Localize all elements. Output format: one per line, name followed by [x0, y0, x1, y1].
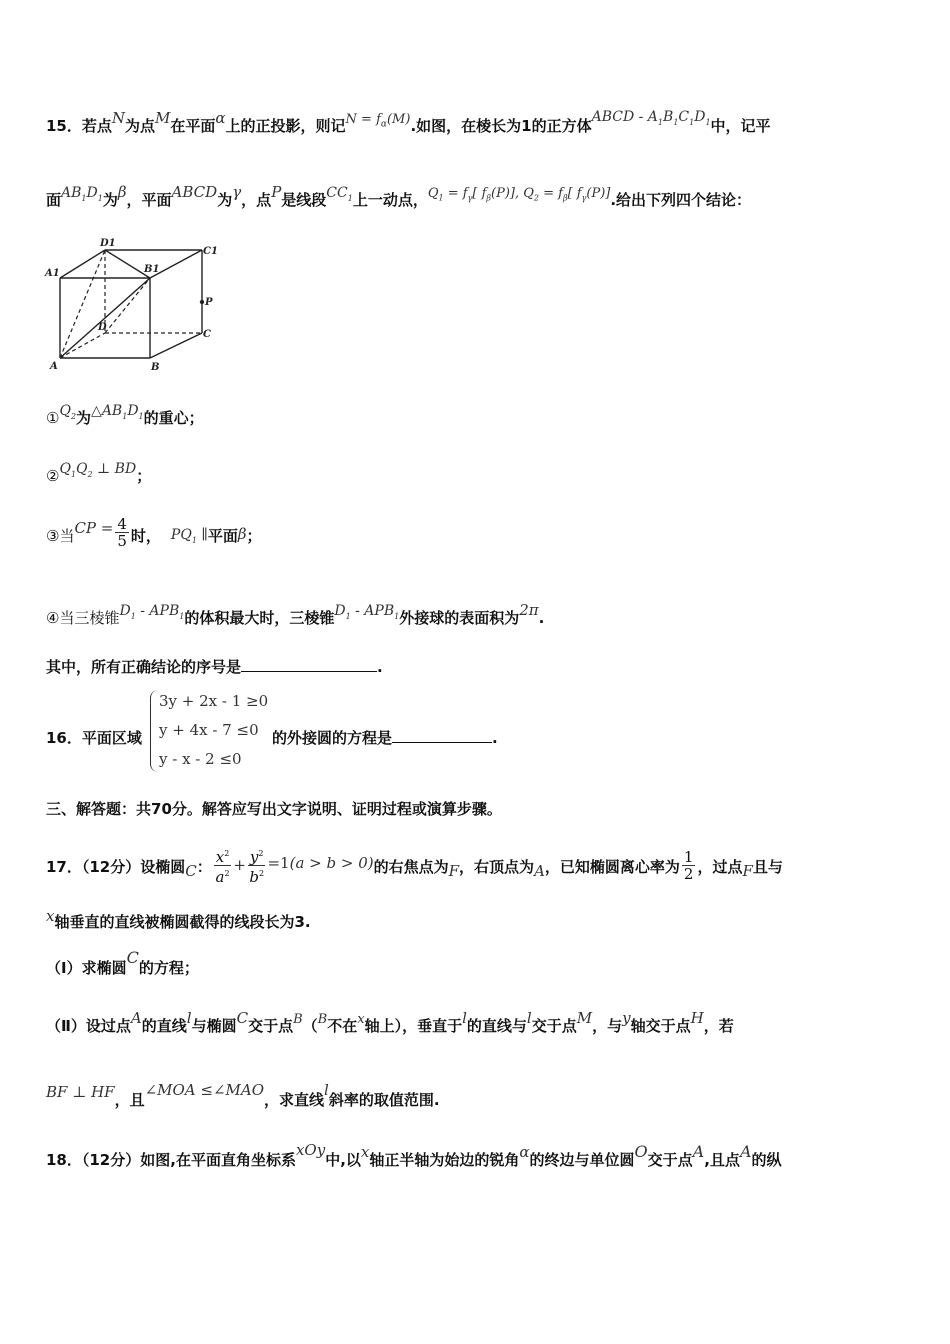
cube-figure [40, 236, 225, 376]
q17-part2-cont: BF ⊥ HF，且∠MOA ≤∠MAO，求直线l斜率的取值范围. [46, 1081, 440, 1109]
q15-line2: 面$AB_1D_1$为β，平面ABCD为γ，点P是线段$CC_1$上一动点，$Q_1 = f_\gamma$[ $f_\beta(P)$], $Q_2 = f_\beta$[ $f_\gamma(P)$].给出下列四个结论： [46, 183, 752, 209]
q16-inequality-system: 3y + 2x - 1 ≥0 y + 4x - 7 ≤0 y - x - 2 ≤0 [150, 690, 269, 772]
conclusion-1: $①Q_2$为$\triangle AB_1D_1$的重心； [46, 403, 204, 427]
label-A1: A1 [45, 268, 60, 279]
label-B1: B1 [144, 264, 160, 275]
answer-blank-15[interactable] [241, 657, 377, 672]
fraction-x2-a2: $\frac{x^2}{a^2}$ [215, 848, 230, 886]
conclusion-3: ③当CP = $\frac{4}{5}$ 时， $PQ_1$ ∥平面β； [46, 515, 262, 550]
conclusion-4: ④当三棱锥$D_1 - APB_1$的体积最大时，三棱锥$D_1 - APB_1$外接球的表面积为2π. [46, 601, 545, 627]
label-C: C [203, 329, 211, 340]
answer-blank-16[interactable] [392, 728, 492, 743]
q17-line1: 17．（12分）设椭圆C： $\frac{x^2}{a^2}$ + $\frac{y^2}{b^2}$ =1(a > b > 0)的右焦点为F，右顶点为A，已知椭圆离心率为 $\frac{1}{2}$ ，过点F且与 [46, 848, 783, 886]
label-D1: D1 [100, 238, 116, 249]
fraction-y2-b2: $\frac{y^2}{b^2}$ [249, 848, 265, 886]
fraction-4-5: $\frac{4}{5}$ [117, 515, 127, 550]
q17-line2: x轴垂直的直线被椭圆截得的线段长为3. [46, 907, 311, 931]
q18-line1: 18．（12分）如图,在平面直角坐标系xOy中,以x轴正半轴为始边的锐角α的终边与单位圆O交于点A,且点A的纵 [46, 1141, 782, 1169]
q16-tail: 的外接圆的方程是 . [272, 729, 498, 747]
label-D: D [98, 322, 107, 333]
section-3-header: 三、解答题：共70分。解答应写出文字说明、证明过程或演算步骤。 [46, 800, 502, 818]
q15-ask: 其中，所有正确结论的序号是 . [46, 658, 383, 676]
label-A: A [50, 361, 58, 372]
fraction-1-2: $\frac{1}{2}$ [683, 848, 694, 883]
label-B: B [151, 362, 160, 373]
q15-line1: 15．若点N为点M在平面α上的正投影，则记$N = f_\alpha(M)$.如图，在棱长为1的正方体ABCD - $A_1B_1C_1D_1$中，记平 [46, 109, 771, 135]
label-C1: C1 [203, 246, 218, 257]
q16-lead: 16．平面区域 [46, 729, 142, 747]
label-P: P [205, 297, 213, 308]
q17-part2: （Ⅱ）设过点A的直线l与椭圆C交于点B（B不在x轴上），垂直于l的直线与l交于点M，与y轴交于点H，若 [46, 1009, 734, 1035]
q17-part1: （Ⅰ）求椭圆C的方程； [46, 948, 199, 977]
conclusion-2: $②Q_1Q_2$ ⊥ BD； [46, 461, 152, 485]
